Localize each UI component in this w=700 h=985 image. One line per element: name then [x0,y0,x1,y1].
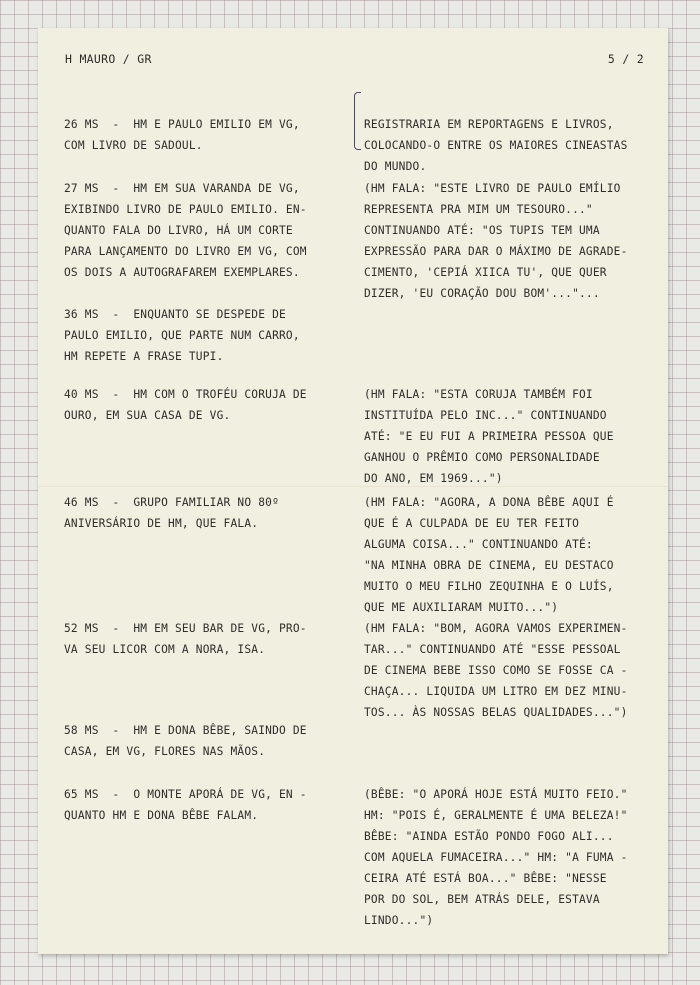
scene-27-dialogue: (HM FALA: "ESTE LIVRO DE PAULO EMÍLIO REPRESENTA PRA MIM UM TESOURO..." CONTINUANDO ATÉ: "OS TUPIS TEM UMA EXPRESSÃO PARA DAR O MÁXIMO DE AGRADE- CIMENTO, 'CEPIÁ XIICA TU', QUE QUER DIZER, 'EU CORAÇÃO DOU BOM'..."... [364,182,628,300]
scene-27-description: 27 MS - HM EM SUA VARANDA DE VG, EXIBINDO LIVRO DE PAULO EMILIO. EN- QUANTO FALA DO LIVRO, HÁ UM CORTE PARA LANÇAMENTO DO LIVRO EM VG, COM OS DOIS A AUTOGRAFAREM EXEMPLARES. [64,182,307,279]
scene-36-description: 36 MS - ENQUANTO SE DESPEDE DE PAULO EMILIO, QUE PARTE NUM CARRO, HM REPETE A FRASE TUPI. [64,308,300,363]
scene-65-description: 65 MS - O MONTE APORÁ DE VG, EN - QUANTO HM E DONA BÊBE FALAM. [64,788,307,822]
scene-26-description: 26 MS - HM E PAULO EMILIO EM VG, COM LIVRO DE SADOUL. [64,118,300,152]
header-title: H MAURO / GR [65,52,152,66]
page-number: 5 / 2 [607,52,644,66]
scene-65-dialogue: (BÊBE: "O APORÁ HOJE ESTÁ MUITO FEIO." HM: "POIS É, GERALMENTE É UMA BELEZA!" BÊBE: "AINDA ESTÃO PONDO FOGO ALI... COM AQUELA FUMACEIRA..." HM: "A FUMA - CEIRA ATÉ ESTÁ BOA..." BÊBE: "NESSE POR DO SOL, BEM ATRÁS DELE, ESTAVA LINDO...") [364,788,628,927]
scene-26-dialogue: REGISTRARIA EM REPORTAGENS E LIVROS, COLOCANDO-O ENTRE OS MAIORES CINEASTAS DO MUNDO. [364,118,628,173]
scene-52-description: 52 MS - HM EM SEU BAR DE VG, PRO- VA SEU LICOR COM A NORA, ISA. [64,622,307,656]
scene-40-dialogue: (HM FALA: "ESTA CORUJA TAMBÉM FOI INSTITUÍDA PELO INC..." CONTINUANDO ATÉ: "E EU FUI A PRIMEIRA PESSOA QUE GANHOU O PRÊMIO COMO PERSONALIDADE DO ANO, EM 1969...") [364,388,614,485]
typewritten-page [38,28,668,954]
scene-40-description: 40 MS - HM COM O TROFÉU CORUJA DE OURO, EM SUA CASA DE VG. [64,388,307,422]
scene-58-description: 58 MS - HM E DONA BÊBE, SAINDO DE CASA, EM VG, FLORES NAS MÃOS. [64,724,307,758]
scene-46-description: 46 MS - GRUPO FAMILIAR NO 80º ANIVERSÁRIO DE HM, QUE FALA. [64,496,279,530]
scene-46-dialogue: (HM FALA: "AGORA, A DONA BÊBE AQUI É QUE É A CULPADA DE EU TER FEITO ALGUMA COISA..." CONTINUANDO ATÉ: "NA MINHA OBRA DE CINEMA, EU DESTACO MUITO O MEU FILHO ZEQUINHA E O LUÍS, QUE ME AUXILIARAM MUITO...") [364,496,614,614]
margin-bracket-mark [354,92,361,150]
scene-52-dialogue: (HM FALA: "BOM, AGORA VAMOS EXPERIMEN- TAR..." CONTINUANDO ATÉ "ESSE PESSOAL DE CINEMA BEBE ISSO COMO SE FOSSE CA - CHAÇA... LIQUIDA UM LITRO EM DEZ MINU- TOS... ÀS NOSSAS BELAS QUALIDADES...") [364,622,628,719]
